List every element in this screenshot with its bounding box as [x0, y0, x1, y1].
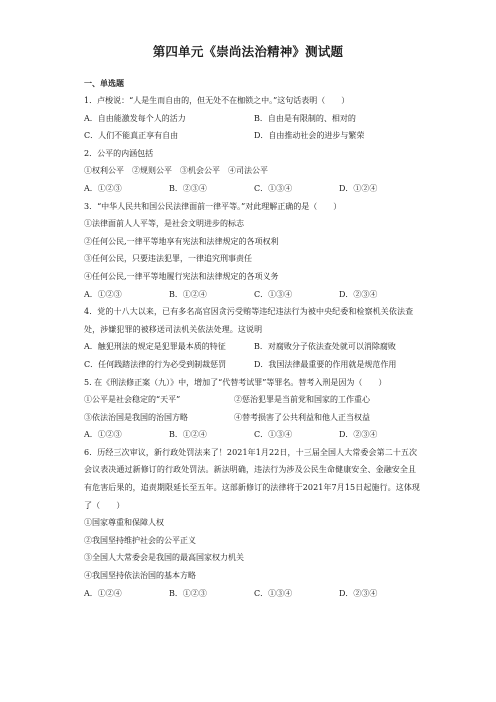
q1-option-a: A．自由能激发每个人的活力 — [84, 113, 186, 123]
q4-option-a: A．触犯刑法的规定是犯罪最本质的特征 — [84, 342, 226, 352]
q6-item-3: ③全国人大常委会是我国的最高国家权力机关 — [84, 553, 244, 563]
q3-options — [84, 286, 424, 304]
q6-item-4: ④我国坚持依法治国的基本方略 — [84, 571, 196, 581]
q1-option-c: C．人们不能真正享有自由 — [84, 131, 179, 141]
q5-item-2: ②惩治犯罪是当前党和国家的工作重心 — [234, 395, 370, 405]
q5-item-3: ③依法治国是我国的治国方略 — [84, 412, 188, 422]
q1-options-row2 — [84, 127, 424, 145]
q3-option-c: C．①③④ — [254, 289, 293, 299]
q1-option-d: D．自由推动社会的进步与繁荣 — [254, 131, 365, 141]
q4-options-row1 — [84, 338, 424, 356]
q6-option-d: D．②③④ — [339, 588, 378, 598]
q4-stem: 4．党的十八大以来，已有多名高官因贪污受贿等违纪违法行为被中央纪委和检察机关依法查处，涉嫌犯罪的被移送司法机关依法处理。这说明 — [84, 307, 414, 334]
q6-item-1: ①国家尊重和保障人权 — [84, 518, 164, 528]
question-list — [84, 76, 424, 602]
q4-option-b: B．对腐败分子依法查处就可以消除腐败 — [254, 342, 396, 352]
q5-stem: 5. 在《刑法修正案（九）》中，增加了“代替考试罪”等罪名。替考入刑是因为（ ） — [84, 377, 387, 387]
q5-item-1: ①公平是社会稳定的“天平” — [84, 395, 181, 405]
q1-options-row1 — [84, 110, 424, 128]
q5-option-b: B．①②④ — [169, 430, 207, 440]
q6-option-c: C．①③④ — [254, 588, 293, 598]
q4-options-row2 — [84, 356, 424, 374]
q2-items: ①权利公平 ②规则公平 ③机会公平 ④司法公平 — [84, 166, 268, 176]
q5-options — [84, 426, 424, 444]
q6-stem: 6．历经三次审议，新行政处罚法来了！2021年1月22日，十三届全国人大常委会第二十五次会议表决通过新修订的行政处罚法。新法明确，违法行为涉及公民生命健康安全、金融安全且有危害后果的，追责期限延长至五年。这部新修订的法律将于2021年7月15日起施行。这体现了（ ） — [84, 447, 421, 510]
q6-options — [84, 585, 424, 603]
q3-item-2: ②任何公民,一律平等地享有宪法和法律规定的各项权利 — [84, 236, 279, 246]
q4-option-d: D．我国法律最重要的作用就是规范作用 — [254, 359, 397, 369]
q6-item-2: ②我国坚持维护社会的公平正义 — [84, 535, 196, 545]
page-title: 第四单元《崇尚法治精神》测试题 — [152, 44, 344, 59]
q3-item-3: ③任何公民，只要违法犯罪，一律追究刑事责任 — [84, 254, 252, 264]
q2-options — [84, 180, 424, 198]
q2-option-a: A．①②③ — [84, 183, 122, 193]
q1-stem: 1．卢梭说：“人是生而自由的，但无处不在枷锁之中。”这句话表明（ ） — [84, 96, 350, 105]
q3-option-a: A．①②③ — [84, 289, 122, 299]
section-heading: 一、单选题 — [84, 79, 124, 88]
q5-option-a: A．①②③ — [84, 430, 122, 440]
q3-stem: 3．“中华人民共和国公民法律面前一律平等。”对此理解正确的是（ ） — [84, 201, 342, 211]
q6-option-b: B．①②③ — [169, 588, 207, 598]
q5-items-row1 — [84, 391, 424, 409]
q5-items-row2 — [84, 409, 424, 427]
q5-item-4: ④替考损害了公共利益和他人正当权益 — [234, 412, 370, 422]
q4-option-c: C．任何践踏法律的行为必受到制裁惩罚 — [84, 359, 227, 369]
q2-option-b: B．②③④ — [169, 183, 207, 193]
q5-option-c: C．①③④ — [254, 430, 293, 440]
q2-stem: 2．公平的内涵包括 — [84, 148, 154, 158]
q3-option-b: B．①②④ — [169, 289, 207, 299]
q6-option-a: A．①②④ — [84, 588, 122, 598]
q5-option-d: D．②③④ — [339, 430, 378, 440]
q3-item-1: ①法律面前人人平等，是社会文明进步的标志 — [84, 219, 244, 229]
q3-item-4: ④任何公民,一律平等地履行宪法和法律规定的各项义务 — [84, 271, 279, 281]
q1-option-b: B．自由是有限制的、相对的 — [254, 113, 356, 123]
q3-option-d: D．②③④ — [339, 289, 378, 299]
q2-option-c: C．①③④ — [254, 183, 293, 193]
q2-option-d: D．①②④ — [339, 183, 378, 193]
